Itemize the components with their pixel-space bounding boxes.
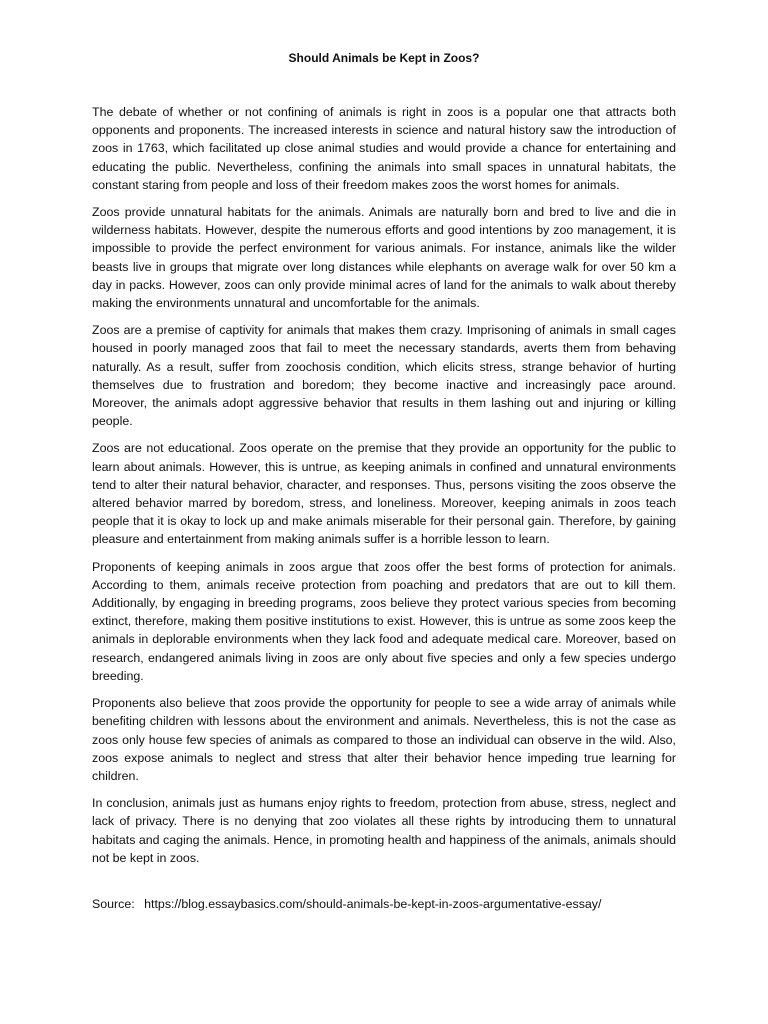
paragraph-education-argument: Proponents also believe that zoos provide the opportunity for people to see a wide array of animals while benefiting children with lessons about the environment and animals. Nevertheless, this is not the case as zoos only house few species of animals as compared to those an individual can observe in the wild. Also, zoos expose animals to neglect and stress that alter their behavior hence impeding true learning for children. [92,696,676,783]
document-body [92,103,676,867]
source-label: Source: [92,896,135,911]
paragraph-intro: The debate of whether or not confining of animals is right in zoos is a popular one that attracts both opponents and proponents. The increased interests in science and natural history saw the introduction of zoos in 1763, which facilitated up close animal studies and would provide a chance for entertaining and educating the public. Nevertheless, confining the animals into small spaces in unnatural habitats, the constant staring from people and loss of their freedom makes zoos the worst homes for animals. [92,105,676,192]
paragraph-conclusion: In conclusion, animals just as humans enjoy rights to freedom, protection from abuse, stress, neglect and lack of privacy. There is no denying that zoo violates all these rights by introducing them to unnatural habitats and caging the animals. Hence, in promoting health and happiness of the animals, animals should not be kept in zoos. [92,796,676,865]
paragraph-captivity: Zoos are a premise of captivity for animals that makes them crazy. Imprisoning of animals in small cages housed in poorly managed zoos that fail to meet the necessary standards, averts them from behaving naturally. As a result, suffer from zoochosis condition, which elicits stress, strange behavior of hurting themselves due to frustration and boredom; they become inactive and increasingly pace around. Moreover, the animals adopt aggressive behavior that results in them lashing out and injuring or killing people. [92,323,676,429]
paragraph-protection-argument: Proponents of keeping animals in zoos argue that zoos offer the best forms of protection for animals. According to them, animals receive protection from poaching and predators that are out to kill them. Additionally, by engaging in breeding programs, zoos believe they protect various species from becoming extinct, therefore, making them positive institutions to exist. However, this is untrue as some zoos keep the animals in deplorable environments when they lack food and adequate medical care. Moreover, based on research, endangered animals living in zoos are only about five species and only a few species undergo breeding. [92,559,676,683]
paragraph-unnatural-habitats: Zoos provide unnatural habitats for the animals. Animals are naturally born and bred to live and die in wilderness habitats. However, despite the numerous efforts and good intentions by zoo management, it is impossible to provide the perfect environment for various animals. For instance, animals like the wilder beasts live in groups that migrate over long distances while elephants on average walk for over 50 km a day in packs. However, zoos can only provide minimal acres of land for the animals to walk about thereby making the environments unnatural and uncomfortable for the animals. [92,205,676,311]
document-title: Should Animals be Kept in Zoos? [288,51,480,65]
source-url: https://blog.essaybasics.com/should-animals-be-kept-in-zoos-argumentative-essay/ [144,896,602,911]
paragraph-not-educational: Zoos are not educational. Zoos operate on the premise that they provide an opportunity for the public to learn about animals. However, this is untrue, as keeping animals in confined and unnatural environments tend to alter their natural behavior, character, and responses. Thus, persons visiting the zoos observe the altered behavior marred by boredom, stress, and loneliness. Moreover, keeping animals in zoos teach people that it is okay to lock up and make animals miserable for their personal gain. Therefore, by gaining pleasure and entertainment from making animals suffer is a horrible lesson to learn. [92,441,676,547]
source-citation [92,895,676,913]
